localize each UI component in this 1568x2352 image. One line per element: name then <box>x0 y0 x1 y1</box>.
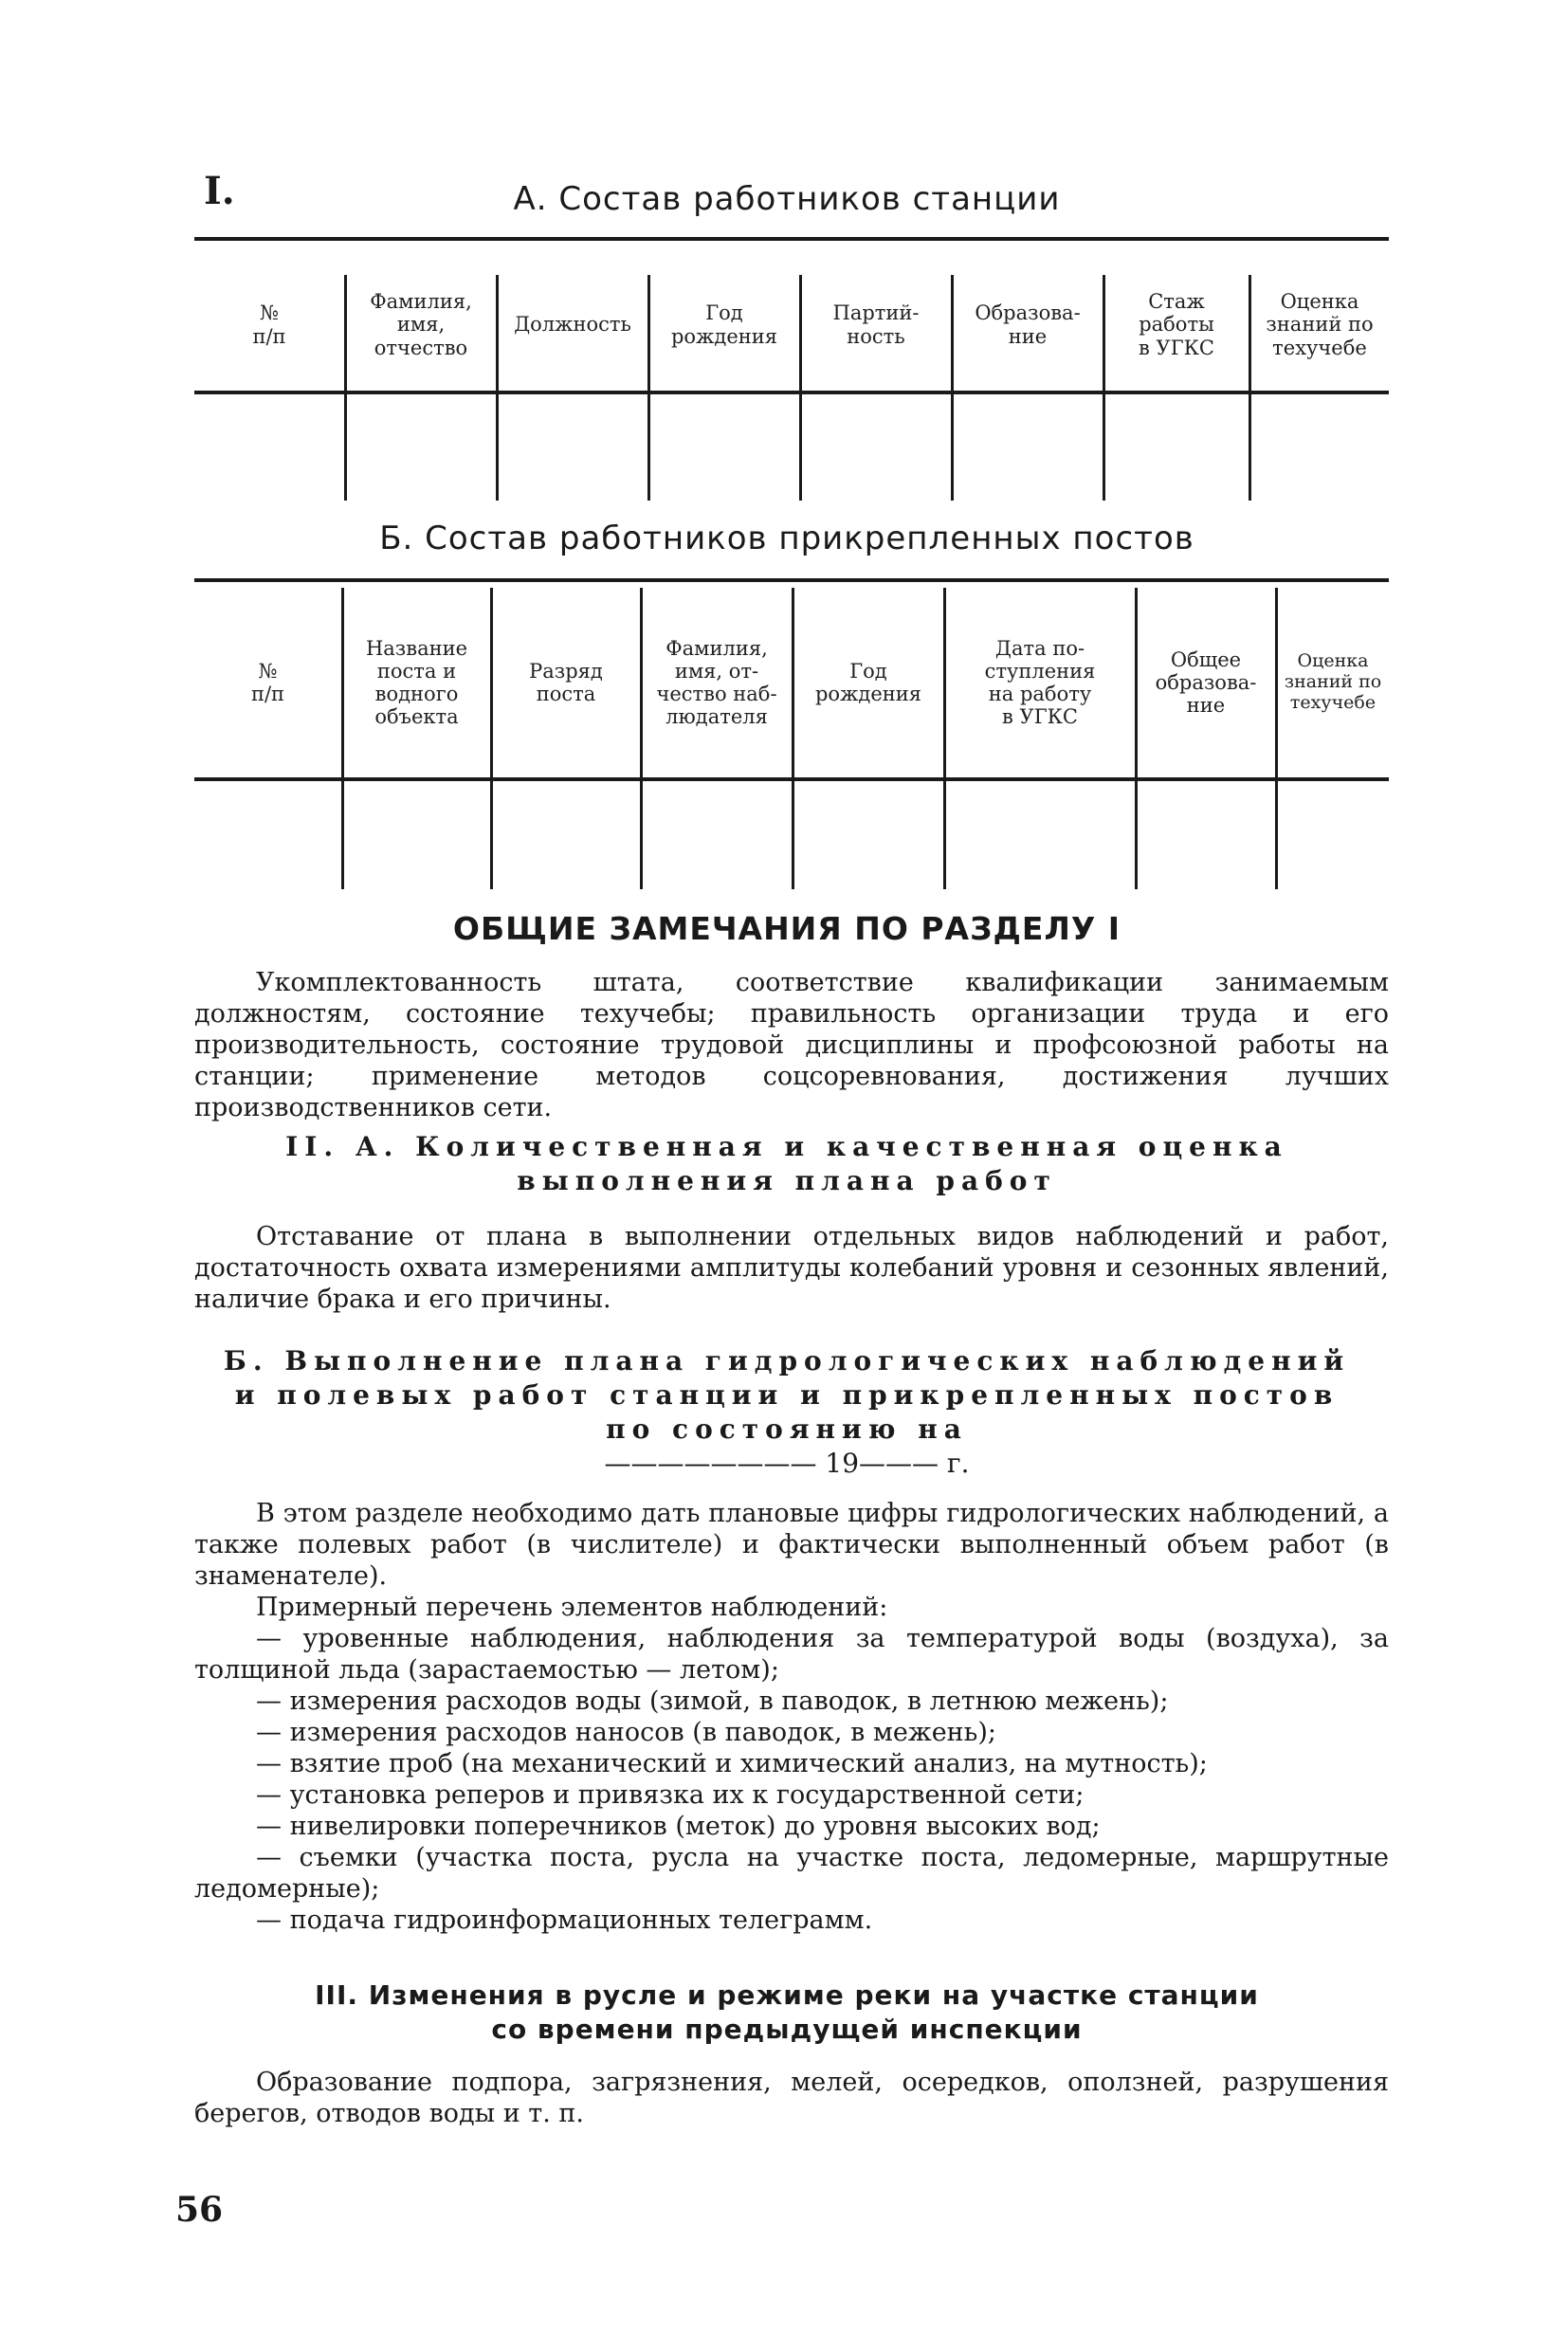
table-b-header-cell: Разряд поста <box>529 659 603 705</box>
general-remarks-text <box>194 967 1389 1123</box>
list-item: — взятие проб (на механический и химический анализ, на мутность); <box>256 1749 1208 1778</box>
table-a-header-cell: Год рождения <box>670 301 777 348</box>
section-2b-title-line1: Б. Выполнение плана гидрологических наблюдений <box>223 1345 1351 1377</box>
table-a-header-cell: Партий- ность <box>832 301 920 348</box>
section-3-title-line1: III. Изменения в русле и режиме реки на участке станции <box>315 1979 1259 2011</box>
list-item: — установка реперов и привязка их к государственной сети; <box>256 1780 1085 1810</box>
table-b-header-cell: Общее образова- ние <box>1155 647 1257 718</box>
general-remarks-title: ОБЩИЕ ЗАМЕЧАНИЯ ПО РАЗДЕЛУ I <box>452 910 1121 947</box>
table-b-header-cell: Год рождения <box>814 659 921 705</box>
table-b-header-cell: Название поста и водного объекта <box>365 636 468 729</box>
table-b-header-cell: Оценка знаний по техучебе <box>1284 650 1382 713</box>
table-a-header-cell: № п/п <box>252 301 286 348</box>
page-number: 56 <box>175 2190 224 2230</box>
section-2b-text <box>194 1498 1389 1936</box>
table-b-header-cell: № п/п <box>250 659 285 705</box>
list-item: — съемки (участка поста, русла на участке поста, ледомерные, маршрутные ледомерные); <box>194 1843 1389 1904</box>
list-item: — уровенные наблюдения, наблюдения за температурой воды (воздуха), за толщиной льда (зарастаемостью — летом); <box>194 1624 1389 1685</box>
list-item: — измерения расходов наносов (в паводок, в межень); <box>256 1718 996 1747</box>
table-a-header-cell: Оценка знаний по техучебе <box>1266 290 1374 359</box>
table-a-header-cell: Образова- ние <box>975 301 1081 348</box>
table-a-header-rule <box>194 391 1389 394</box>
section-2b-title-line2: и полевых работ станции и прикрепленных постов <box>234 1379 1340 1411</box>
table-a-title: А. Состав работников станции <box>513 180 1061 218</box>
section-2a-title-line2: выполнения плана работ <box>517 1165 1057 1196</box>
general-remarks-body: Укомплектованность штата, соответствие квалификации занимаемым должностям, состояние техучебы; правильность организации труда и его производительность, состояние трудовой дисциплины и профсоюзной работы на станции; применение методов соцсоревнования, достижения лучших производственников сети. <box>194 968 1389 1122</box>
table-a-header-cell: Фамилия, имя, отчество <box>370 290 472 359</box>
list-item: — измерения расходов воды (зимой, в паводок, в летнюю межень); <box>256 1687 1169 1716</box>
section-2a-text <box>194 1221 1389 1315</box>
list-item: — нивелировки поперечников (меток) до уровня высоких вод; <box>256 1812 1101 1841</box>
section-2b-list-intro: Примерный перечень элементов наблюдений: <box>256 1593 888 1622</box>
section-number: I. <box>204 169 235 213</box>
table-a-header-cell: Стаж работы в УГКС <box>1139 290 1214 359</box>
table-b-header-cell: Дата по- ступления на работу в УГКС <box>984 636 1096 729</box>
section-2b-intro: В этом разделе необходимо дать плановые цифры гидрологических наблюдений, а также полевых работ (в числителе) и фактически выполненный объем работ (в знаменателе). <box>194 1499 1389 1591</box>
section-2a-body: Отставание от плана в выполнении отдельных видов наблюдений и работ, достаточность охвата измерениями амплитуды колебаний уровня и сезонных явлений, наличие брака и его причины. <box>194 1222 1389 1314</box>
section-3-body: Образование подпора, загрязнения, мелей, осередков, оползней, разрушения берегов, отводов воды и т. п. <box>194 2068 1389 2128</box>
table-a-header-cell: Должность <box>514 313 631 337</box>
section-3-text <box>194 2067 1389 2129</box>
section-2b-title-line3: по состоянию на <box>606 1413 968 1445</box>
table-b <box>194 578 1389 891</box>
table-b-title: Б. Состав работников прикрепленных постов <box>379 520 1194 557</box>
section-2b-date-line: ———————— 19——— г. <box>604 1448 970 1479</box>
section-2a-title-line1: II. А. Количественная и качественная оценка <box>285 1131 1288 1162</box>
table-b-top-rule <box>194 578 1389 582</box>
table-b-header-cell: Фамилия, имя, от- чество наб- людателя <box>656 636 777 729</box>
section-3-title-line2: со времени предыдущей инспекции <box>491 2014 1083 2045</box>
table-a-top-rule <box>194 237 1389 241</box>
table-a <box>194 237 1389 502</box>
list-item: — подача гидроинформационных телеграмм. <box>256 1905 873 1935</box>
